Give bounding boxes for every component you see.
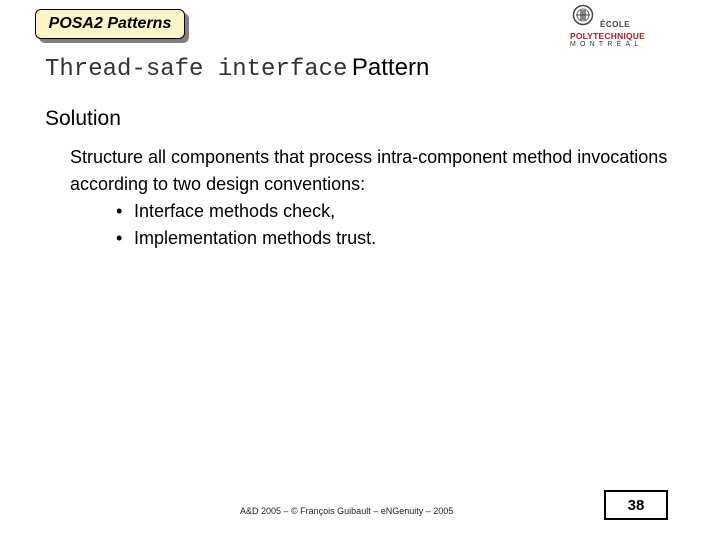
bullet-text: Implementation methods trust. xyxy=(134,228,377,248)
crest-icon xyxy=(572,4,594,26)
slide-title-code: Thread-safe interface xyxy=(45,56,348,83)
page-number-box xyxy=(604,490,668,520)
slide-title xyxy=(45,54,429,83)
logo-line-montreal: MONTRÉAL xyxy=(570,41,643,48)
logo-line-ecole: ÉCOLE xyxy=(600,20,631,29)
slide-body xyxy=(70,144,690,252)
intro-text: Structure all components that process intra-component method invocations according to two design conventions: xyxy=(70,147,668,194)
section-heading: Solution xyxy=(45,107,121,130)
page-number: 38 xyxy=(627,496,645,514)
bullet-list xyxy=(70,198,690,252)
bullet-item xyxy=(70,198,690,225)
bullet-text: Interface methods check, xyxy=(134,201,336,221)
logo-line-polytechnique: POLYTECHNIQUE xyxy=(570,31,646,41)
bullet-icon: • xyxy=(116,201,123,221)
bullet-icon: • xyxy=(116,228,123,248)
footer-credit: A&D 2005 – © François Guibault – eNGenuity – 2005 xyxy=(240,506,454,516)
course-tag xyxy=(35,9,185,39)
slide-title-word: Pattern xyxy=(351,54,430,81)
bullet-item xyxy=(70,225,690,252)
school-logo xyxy=(566,4,650,48)
course-tag-label: POSA2 Patterns xyxy=(48,15,172,32)
